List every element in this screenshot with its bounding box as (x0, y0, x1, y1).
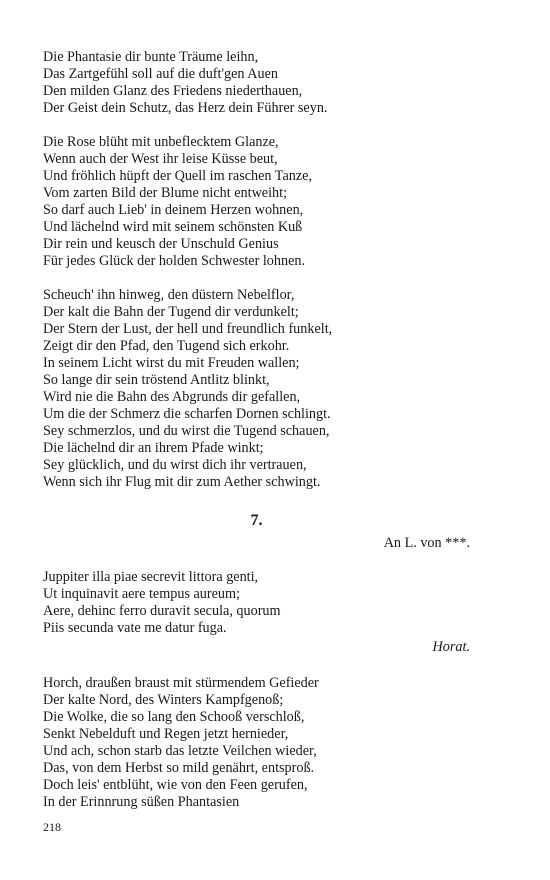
verse-line: Und ach, schon starb das letzte Veilchen wieder, (43, 743, 317, 759)
verse-line: Zeigt dir den Pfad, den Tugend sich erkohr. (43, 338, 290, 354)
verse-line: Den milden Glanz des Friedens niederthauen, (43, 83, 303, 99)
verse-line: Die Phantasie dir bunte Träume leihn, (43, 49, 259, 65)
stanza (43, 134, 470, 270)
verse-line: Horch, draußen braust mit stürmendem Gefieder (43, 675, 319, 691)
stanza (43, 287, 470, 491)
verse-line: Vom zarten Bild der Blume nicht entweiht; (43, 185, 288, 201)
motto-line: Juppiter illa piae secrevit littora genti, (43, 569, 259, 585)
verse-line: Wird nie die Bahn des Abgrunds dir gefallen, (43, 389, 301, 405)
verse-line: Der kalte Nord, des Winters Kampfgenoß; (43, 692, 284, 708)
verse-line: Das, von dem Herbst so mild genährt, entsproß. (43, 760, 315, 776)
verse-line: Und fröhlich hüpft der Quell im raschen Tanze, (43, 168, 313, 184)
verse-line: So darf auch Lieb' in deinem Herzen wohnen, (43, 202, 304, 218)
verse-line: Um die der Schmerz die scharfen Dornen schlingt. (43, 406, 331, 422)
text-block (43, 49, 470, 811)
verse-line: Senkt Nebelduft und Regen jetzt hernieder, (43, 726, 289, 742)
stanza (43, 49, 470, 117)
verse-line: Wenn auch der West ihr leise Küsse beut, (43, 151, 278, 167)
verse-line: Die lächelnd dir an ihrem Pfade winkt; (43, 440, 264, 456)
motto-line: Aere, dehinc ferro duravit secula, quorum (43, 603, 281, 619)
verse-line: Der kalt die Bahn der Tugend dir verdunkelt; (43, 304, 299, 320)
poem-stanza (43, 675, 470, 811)
dedication: An L. von ***. (383, 535, 470, 551)
verse-line: Scheuch' ihn hinweg, den düstern Nebelflor, (43, 287, 295, 303)
page-number: 218 (43, 820, 61, 834)
verse-line: Doch leis' entblüht, wie von den Feen gerufen, (43, 777, 308, 793)
verse-line: Sey glücklich, und du wirst dich ihr vertrauen, (43, 457, 307, 473)
verse-line: In der Erinnrung süßen Phantasien (43, 794, 240, 810)
verse-line: Sey schmerzlos, und du wirst die Tugend schauen, (43, 423, 330, 439)
verse-line: Für jedes Glück der holden Schwester lohnen. (43, 253, 306, 269)
verse-line: Der Stern der Lust, der hell und freundlich funkelt, (43, 321, 333, 337)
motto-line: Piis secunda vate me datur fuga. (43, 620, 227, 636)
verse-line: Wenn sich ihr Flug mit dir zum Aether schwingt. (43, 474, 321, 490)
verse-line: Und lächelnd wird mit seinem schönsten Kuß (43, 219, 303, 235)
verse-line: In seinem Licht wirst du mit Freuden wallen; (43, 355, 300, 371)
motto-attribution: Horat. (432, 639, 470, 655)
verse-line: Die Rose blüht mit unbeflecktem Glanze, (43, 134, 279, 150)
motto (43, 569, 470, 656)
verse-line: Der Geist dein Schutz, das Herz dein Führer seyn. (43, 100, 328, 116)
verse-line: Dir rein und keusch der Unschuld Genius (43, 236, 279, 252)
verse-line: Die Wolke, die so lang den Schooß verschloß, (43, 709, 305, 725)
verse-line: So lange dir sein tröstend Antlitz blinkt, (43, 372, 270, 388)
verse-line: Das Zartgefühl soll auf die duft'gen Auen (43, 66, 279, 82)
section-number: 7. (250, 512, 263, 529)
motto-line: Ut inquinavit aere tempus aureum; (43, 586, 240, 602)
